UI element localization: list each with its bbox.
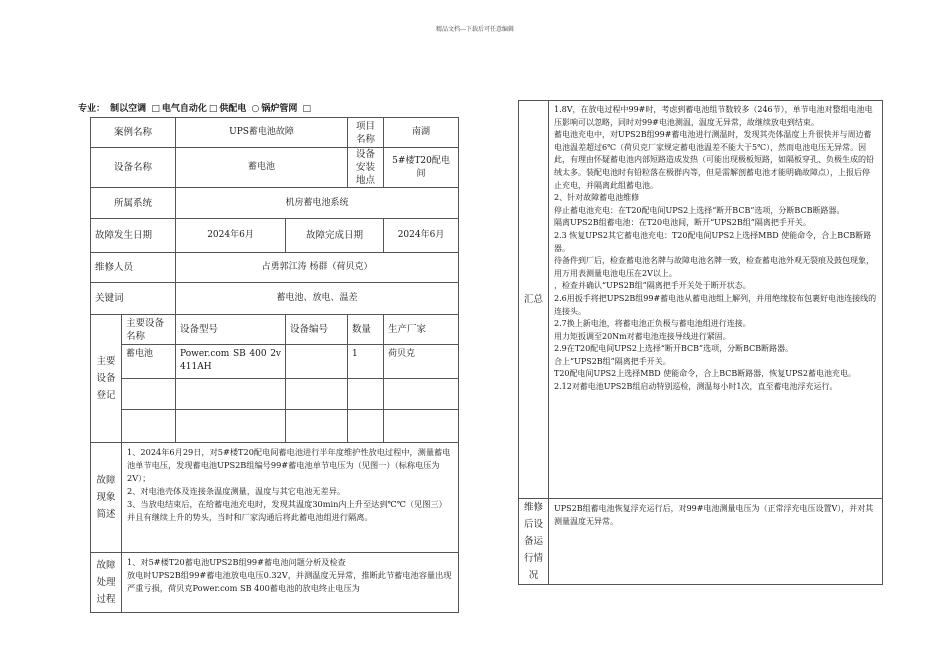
fault-phenomenon-text [122, 443, 459, 553]
fault-date-label: 故障发生日期 [91, 219, 176, 253]
case-name-value: UPS蓄电池故障 [176, 118, 348, 148]
equip-empty-cell [122, 410, 176, 443]
equip-maker-cell: 荷贝克 [384, 345, 459, 379]
process-paragraph: 1、对5#楼T20蓄电池UPS2B组99#蓄电池问题分析及检查 [127, 557, 346, 567]
summary-paragraph: 2.9在T20配电间UPS2上选择“断开BCB”选项，分断BCB断路器。 [554, 344, 794, 354]
equip-header-model: 设备型号 [176, 315, 286, 345]
checkbox-icon: □ [302, 104, 312, 114]
complete-date-label: 故障完成日期 [286, 219, 384, 253]
summary-paragraph: 隔离UPS2B组蓄电池：在T20电池间，断开“UPS2B组”隔离把手开关。 [554, 218, 811, 228]
after-repair-text: UPS2B组蓄电池恢复浮充运行后，对99#电池测量电压为（正常浮充电压设置V），并对其测量温度无异常。 [549, 499, 883, 585]
equipment-register-label: 主要设备登记 [91, 315, 122, 443]
equip-header-name: 主要设备名称 [122, 315, 176, 345]
keywords-value: 蓄电池、放电、温差 [176, 283, 459, 315]
radio-icon: ○ [251, 104, 260, 114]
major-option-power: 供配电 [219, 104, 247, 114]
fault-phenomenon-label: 故障现象简述 [91, 443, 122, 553]
project-name-value: 南湖 [384, 118, 459, 148]
equip-header-maker: 生产厂家 [384, 315, 459, 345]
equip-serial-cell [286, 345, 348, 379]
equip-empty-cell [348, 379, 384, 410]
summary-text [549, 101, 883, 499]
equip-qty-cell: 1 [348, 345, 384, 379]
equip-empty-cell [286, 379, 348, 410]
fault-process-label: 故障处理过程 [91, 553, 122, 613]
summary-paragraph: 停止蓄电池充电：在T20配电间UPS2上选择“断开BCB”选项，分断BCB断路器。 [554, 205, 845, 215]
process-paragraph: 放电时UPS2B组99#蓄电池放电电压0.32V，并测温度无异常，推断此节蓄电池容量出现严重亏损，荷贝克Power.com SB 400蓄电池的放电终止电压为 [127, 570, 452, 593]
summary-paragraph: T20配电间UPS2上选择MBD 使能命令，合上BCB断路器，恢复UPS2蓄电池充电。 [554, 369, 856, 379]
system-label: 所属系统 [91, 188, 176, 219]
equip-empty-cell [348, 410, 384, 443]
equip-header-qty: 数量 [348, 315, 384, 345]
case-info-table [90, 117, 459, 613]
major-label: 专业： [78, 104, 106, 114]
equip-empty-cell [384, 379, 459, 410]
major-option-boiler: 锅炉管网 [261, 104, 298, 114]
equip-name-cell: 蓄电池 [122, 345, 176, 379]
equip-model-cell: Power.com SB 400 2v 411AH [176, 345, 286, 379]
phenomenon-paragraph: 3、当放电结束后，在给蓄电池充电时，发现其温度30min内上升至达到℃℃（见图三）并且有继续上升的势头，当时和厂家沟通后将此蓄电池组进行隔离。 [127, 499, 447, 522]
install-location-label: 设备安装地点 [348, 148, 384, 188]
major-option-electrical: 电气自动化 [161, 104, 207, 114]
staff-label: 维修人员 [91, 253, 176, 283]
complete-date-value: 2024年6月 [384, 219, 459, 253]
summary-paragraph: 2.7换上新电池，将蓄电池正负极与蓄电池组进行连接。 [554, 319, 751, 329]
checkbox-icon: □ [208, 104, 218, 114]
summary-table [518, 100, 883, 585]
equip-empty-cell [176, 379, 286, 410]
summary-paragraph: 合上“UPS2B组”隔离把手开关。 [554, 356, 671, 366]
summary-paragraph: 2、针对故障蓄电池维修 [554, 193, 640, 203]
keywords-label: 关键词 [91, 283, 176, 315]
major-option-hvac: 制以空调 [110, 104, 147, 114]
device-name-value: 蓄电池 [176, 148, 348, 188]
phenomenon-paragraph: 2、对电池壳体及连接条温度测量，温度与其它电池无差异。 [127, 486, 346, 496]
project-name-label: 项目名称 [348, 118, 384, 148]
equip-empty-cell [384, 410, 459, 443]
staff-value: 占勇郭江涛 杨群（荷贝克） [176, 253, 459, 283]
checkbox-icon: □ [151, 104, 160, 114]
after-repair-label: 维修后设备运行情况 [519, 499, 549, 585]
summary-paragraph: ，检查并确认“UPS2B组”隔离把手开关处于断开状态。 [554, 281, 751, 291]
install-location-value: 5#楼T20配电间 [384, 148, 459, 188]
summary-paragraph: 2.12对蓄电池UPS2B组启动特别巡检，测温每小时1次，直至蓄电池浮充运行。 [554, 382, 838, 392]
summary-paragraph: 2.6用扳手将把UPS2B组99#蓄电池从蓄电池组上解列，并用绝缘胶布包裹好电池连接线的连接头。 [554, 293, 877, 316]
equip-empty-cell [122, 379, 176, 410]
major-line [78, 101, 313, 114]
case-name-label: 案例名称 [91, 118, 176, 148]
device-name-label: 设备名称 [91, 148, 176, 188]
summary-paragraph: 待备件到厂后，检查蓄电池名牌与故障电池名牌一致，检查蓄电池外观无裂痕及鼓包现象，用万用表测量电池电压在2V以上。 [554, 256, 874, 278]
summary-label: 汇总 [519, 101, 549, 499]
summary-paragraph: 1.8V，在放电过程中99#时，考虑到蓄电池组节数较多（246节），单节电池对整组电池电压影响可以忽略，同时对99#电池测温，温度无异常，故继续放电到结束。 [554, 105, 873, 127]
phenomenon-paragraph: 1、2024年6月29日，对5#楼T20配电间蓄电池进行半年度维护性放电过程中，测量蓄电池单节电压，发现蓄电池UPS2B组编号99#蓄电池单节电压为（见图一）（标称电压为2V）； [127, 447, 451, 483]
summary-paragraph: 蓄电池充电中，对UPS2B组99#蓄电池进行测温时，发现其壳体温度上升很快并与周边蓄电池温差超过6℃（荷贝克厂家规定蓄电池温差不能大于5℃），然而电池电压无异常。因此，有理由怀疑蓄电池内部短路造成发热（可能出现极板短路，如隔板穿孔、负极生成的铅绒太多。装配电池时有铅粒落在极群内等，但是需解剖蓄电池才能明确故障点），上报后停止充电，并隔离此组蓄电池。 [554, 130, 874, 190]
summary-paragraph: 2.3 恢复UPS2其它蓄电池充电：T20配电间UPS2上选择MBD 使能命令，合上BCB断路器。 [554, 230, 872, 253]
document-header-note: 精品文档---下载后可任意编辑 [435, 26, 515, 33]
summary-paragraph: 用力矩扳调至20Nm对蓄电池连接导线进行紧固。 [554, 331, 731, 341]
equip-header-serial: 设备编号 [286, 315, 348, 345]
equip-empty-cell [176, 410, 286, 443]
equip-empty-cell [286, 410, 348, 443]
system-value: 机房蓄电池系统 [176, 188, 459, 219]
fault-date-value: 2024年6月 [176, 219, 286, 253]
fault-process-text [122, 553, 459, 613]
